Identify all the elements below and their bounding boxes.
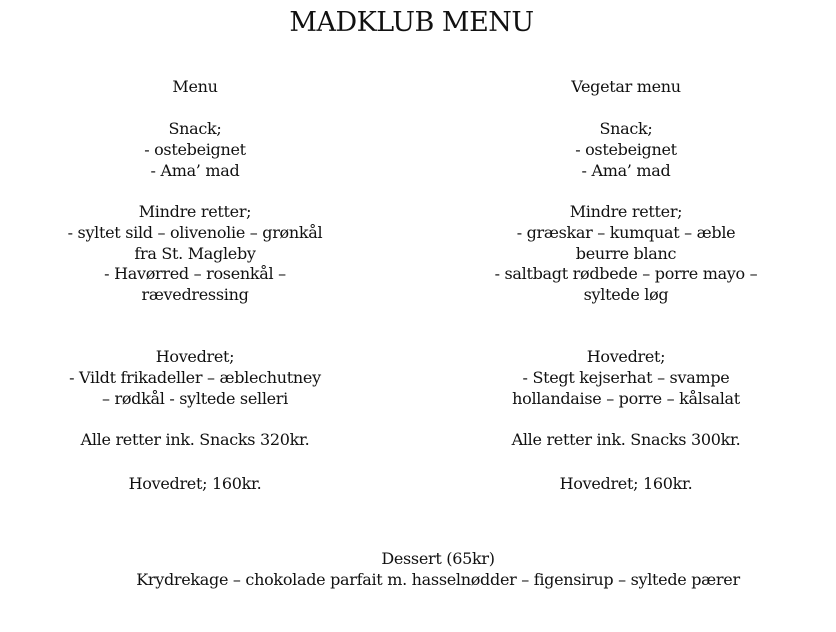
small-dish-line: beurre blanc	[575, 243, 677, 263]
vegetar-price-main: Hovedret; 160kr.	[559, 474, 693, 493]
vegetar-small-dishes-section	[466, 202, 786, 306]
main-course-line: hollandaise – porre – kålsalat	[512, 388, 740, 408]
vegetar-main-course-section	[466, 347, 786, 409]
menu-price-main: Hovedret; 160kr.	[128, 474, 262, 493]
small-dishes-heading: Mindre retter;	[138, 202, 252, 221]
menu-price-all: Alle retter ink. Snacks 320kr.	[80, 430, 310, 449]
main-course-line: - Stegt kejserhat – svampe	[522, 367, 730, 387]
snack-item: - ostebeignet	[575, 139, 677, 159]
menu-main-course-section	[30, 347, 360, 409]
main-course-line: - Vildt frikadeller – æblechutney	[69, 367, 321, 387]
snack-item: - ostebeignet	[144, 139, 246, 159]
small-dish-line: rævedressing	[141, 285, 249, 305]
snack-heading: Snack;	[599, 119, 653, 138]
vegetar-menu-heading: Vegetar menu	[571, 77, 681, 96]
snack-item: - Ama’ mad	[581, 160, 671, 180]
dessert-heading: Dessert (65kr)	[381, 549, 495, 568]
main-course-line: – rødkål - syltede selleri	[102, 388, 288, 408]
page-title: MADKLUB MENU	[289, 7, 534, 38]
small-dish-line: - græskar – kumquat – æble	[516, 222, 736, 242]
snack-heading: Snack;	[168, 119, 222, 138]
small-dishes-heading: Mindre retter;	[569, 202, 683, 221]
small-dish-line: - saltbagt rødbede – porre mayo –	[494, 264, 758, 284]
vegetar-snack-section	[466, 119, 786, 181]
snack-item: - Ama’ mad	[150, 160, 240, 180]
menu-snack-section	[30, 119, 360, 181]
dessert-line: Krydrekage – chokolade parfait m. hasselnødder – figensirup – syltede pærer	[136, 570, 740, 589]
vegetar-price-all: Alle retter ink. Snacks 300kr.	[511, 430, 741, 449]
small-dish-line: fra St. Magleby	[134, 243, 256, 263]
main-course-heading: Hovedret;	[155, 347, 235, 366]
menu-small-dishes-section	[30, 202, 360, 306]
small-dish-line: syltede løg	[583, 285, 669, 305]
small-dish-line: - Havørred – rosenkål –	[104, 264, 286, 284]
small-dish-line: - syltet sild – olivenolie – grønkål	[67, 222, 323, 242]
menu-heading: Menu	[172, 77, 218, 96]
main-course-heading: Hovedret;	[586, 347, 666, 366]
